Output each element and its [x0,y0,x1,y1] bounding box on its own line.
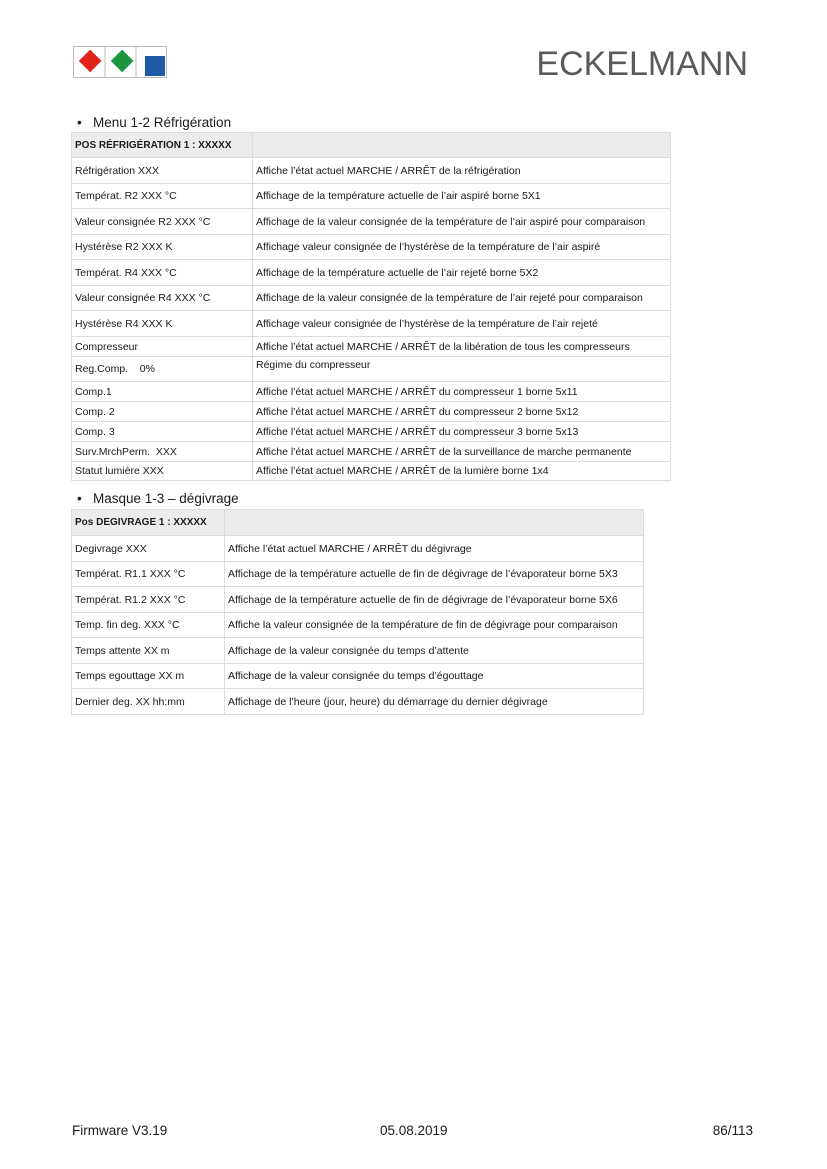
row-description: Affichage de la température actuelle de l’air rejeté borne 5X2 [253,260,671,286]
table-row [72,536,644,562]
row-description: Régime du compresseur [253,357,671,382]
table-header-empty [225,510,644,536]
table-header-label: POS RÉFRIGÉRATION 1 : XXXXX [72,133,253,158]
table-row [72,235,671,260]
table-row [72,311,671,337]
footer-page-number: 86/113 [712,1123,753,1138]
row-description: Affichage de la valeur consignée du temps d’égouttage [225,664,644,689]
row-description: Affichage de la valeur consignée de la température de l’air aspiré pour comparaison [253,209,671,235]
table-row [72,184,671,209]
row-label: Comp. 3 [72,422,253,442]
row-label: Statut lumière XXX [72,462,253,481]
row-description: Affichage valeur consignée de l’hystérèse de la température de l’air aspiré [253,235,671,260]
row-description: Affichage de la valeur consignée du temps d’attente [225,638,644,664]
row-label: Valeur consignée R4 XXX °C [72,286,253,311]
table-header-row [72,133,671,158]
row-description: Affiche l’état actuel MARCHE / ARRÊT de la surveillance de marche permanente [253,442,671,462]
bullet: • [77,115,82,130]
table-row [72,337,671,357]
row-label: Hystérèse R4 XXX K [72,311,253,337]
footer-date: 05.08.2019 [380,1123,448,1138]
row-label: Temp. fin deg. XXX °C [72,613,225,638]
row-description: Affiche l’état actuel MARCHE / ARRÊT du compresseur 1 borne 5x11 [253,382,671,402]
row-label: Réfrigération XXX [72,158,253,184]
row-label: Reg.Comp. 0% [72,357,253,382]
row-label: Degivrage XXX [72,536,225,562]
table-header-row [72,510,644,536]
table-row [72,462,671,481]
row-label: Températ. R1.1 XXX °C [72,562,225,587]
table-row [72,689,644,715]
row-label: Températ. R1.2 XXX °C [72,587,225,613]
row-description: Affiche l’état actuel MARCHE / ARRÊT du compresseur 2 borne 5x12 [253,402,671,422]
table-header-empty [253,133,671,158]
row-label: Hystérèse R2 XXX K [72,235,253,260]
bullet: • [77,491,82,506]
row-description: Affiche l’état actuel MARCHE / ARRÊT de la réfrigération [253,158,671,184]
defrost-table [71,509,644,715]
table-row [72,587,644,613]
section-title-text: Menu 1-2 Réfrigération [93,115,232,130]
table-row [72,158,671,184]
row-description: Affiche l’état actuel MARCHE / ARRÊT de la libération de tous les compresseurs [253,337,671,357]
row-description: Affiche l’état actuel MARCHE / ARRÊT du dégivrage [225,536,644,562]
footer-firmware: Firmware V3.19 [72,1123,168,1138]
table-header-label: Pos DEGIVRAGE 1 : XXXXX [72,510,225,536]
row-description: Affichage de la valeur consignée de la température de l’air rejeté pour comparaison [253,286,671,311]
table-row [72,286,671,311]
row-label: Compresseur [72,337,253,357]
row-label: Comp. 2 [72,402,253,422]
row-description: Affiche l’état actuel MARCHE / ARRÊT du compresseur 3 borne 5x13 [253,422,671,442]
row-label: Températ. R4 XXX °C [72,260,253,286]
section-title-text: Masque 1-3 – dégivrage [93,491,239,506]
row-description: Affiche la valeur consignée de la température de fin de dégivrage pour comparaison [225,613,644,638]
row-description: Affichage de la température actuelle de fin de dégivrage de l’évaporateur borne 5X3 [225,562,644,587]
table-row [72,402,671,422]
brand-name: ECKELMANN [536,45,748,83]
row-label: Dernier deg. XX hh:mm [72,689,225,715]
table-row [72,357,671,382]
row-description: Affichage de la température actuelle de l’air aspiré borne 5X1 [253,184,671,209]
section-masque-1-3-title [74,491,239,506]
row-description: Affichage valeur consignée de l’hystérèse de la température de l’air rejeté [253,311,671,337]
table-row [72,260,671,286]
refrigeration-table [71,132,671,481]
row-label: Temps egouttage XX m [72,664,225,689]
table-row [72,442,671,462]
logo-red-diamond [79,50,102,73]
table-row [72,422,671,442]
row-description: Affichage de l’heure (jour, heure) du démarrage du dernier dégivrage [225,689,644,715]
eckelmann-logo [73,46,167,78]
row-label: Températ. R2 XXX °C [72,184,253,209]
table-row [72,209,671,235]
table-row [72,664,644,689]
logo-green-diamond [111,50,134,73]
table-row [72,638,644,664]
table-row [72,613,644,638]
row-label: Comp.1 [72,382,253,402]
logo-blue-square [145,56,165,76]
row-label: Valeur consignée R2 XXX °C [72,209,253,235]
row-label: Surv.MrchPerm. XXX [72,442,253,462]
row-description: Affichage de la température actuelle de fin de dégivrage de l’évaporateur borne 5X6 [225,587,644,613]
row-label: Temps attente XX m [72,638,225,664]
row-description: Affiche l’état actuel MARCHE / ARRÊT de la lumière borne 1x4 [253,462,671,481]
table-row [72,562,644,587]
section-menu-1-2-title [74,115,231,130]
table-row [72,382,671,402]
